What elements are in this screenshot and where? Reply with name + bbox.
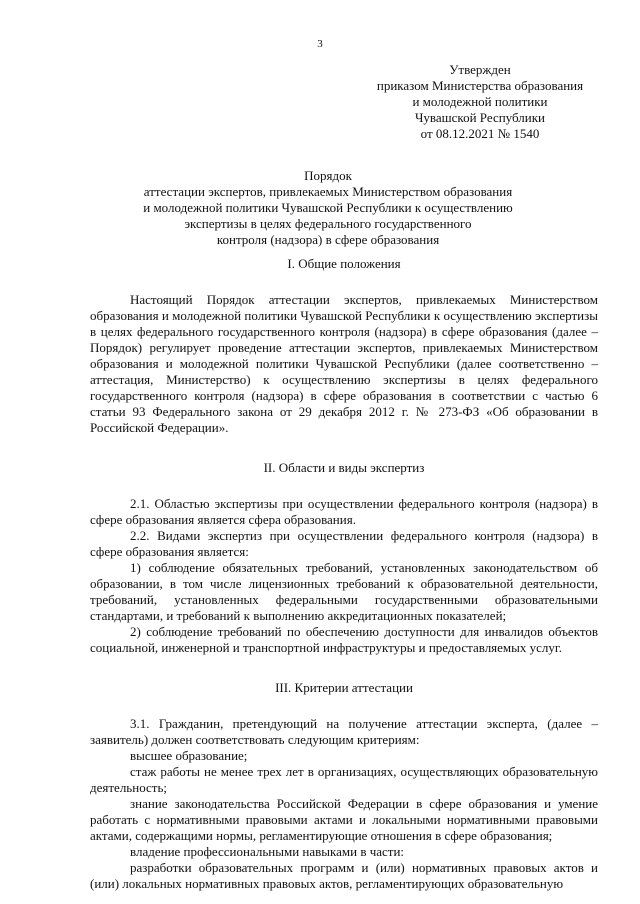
approval-line: от 08.12.2021 № 1540 <box>420 126 540 141</box>
paragraph: 1) соблюдение обязательных требований, установленных законодательством об образовании, в том числе лицензионных требований к образовательной деятельности, требований, установленных федеральными государственными образовательными стандартами, и требований к выполнению аккредитационных показателей; <box>90 560 598 623</box>
paragraph: 2) соблюдение требований по обеспечению доступности для инвалидов объектов социальной, инженерной и транспортной инфраструктуры и предоставляемых услуг. <box>90 624 598 655</box>
paragraph: 2.1. Областью экспертизы при осуществлении федерального контроля (надзора) в сфере образования является сфера образования. <box>90 496 598 527</box>
title-line: Порядок <box>304 168 352 183</box>
section-heading: III. Критерии аттестации <box>275 680 413 695</box>
paragraph: разработки образовательных программ и (или) нормативных правовых актов и (или) локальных нормативных правовых актов, регламентирующих образовательную <box>90 860 598 891</box>
paragraph: владение профессиональными навыками в части: <box>130 844 405 859</box>
approval-line: приказом Министерства образования <box>376 78 584 93</box>
title-line: контроля (надзора) в сфере образования <box>216 232 440 247</box>
document-body <box>90 256 598 892</box>
approval-line: и молодежной политики <box>412 94 548 109</box>
document-title <box>90 168 566 248</box>
paragraph: знание законодательства Российской Федерации в сфере образования и умение работать с нормативными правовыми актами и локальными нормативными правовыми актами, содержащими нормы, регламентирующие отношения в сфере образования; <box>90 796 598 843</box>
section-heading: I. Общие положения <box>287 256 401 271</box>
section-heading: II. Области и виды экспертиз <box>263 460 425 475</box>
title-line: и молодежной политики Чувашской Республики к осуществлению <box>143 200 513 215</box>
page-number: 3 <box>317 38 323 50</box>
paragraph: 2.2. Видами экспертиз при осуществлении федерального контроля (надзора) в сфере образования является: <box>90 528 598 559</box>
title-line: экспертизы в целях федерального государственного <box>184 216 472 231</box>
approval-line: Утвержден <box>449 62 511 77</box>
paragraph: высшее образование; <box>130 748 248 763</box>
approval-block <box>345 62 615 142</box>
paragraph: стаж работы не менее трех лет в организациях, осуществляющих образовательную деятельность; <box>90 764 598 795</box>
title-line: аттестации экспертов, привлекаемых Министерством образования <box>143 184 513 199</box>
paragraph: 3.1. Гражданин, претендующий на получение аттестации эксперта, (далее – заявитель) должен соответствовать следующим критериям: <box>90 716 598 747</box>
paragraph: Настоящий Порядок аттестации экспертов, привлекаемых Министерством образования и молодежной политики Чувашской Республики к осуществлению экспертизы в целях федерального государственного контроля (надзора) в сфере образования (далее – Порядок) регулирует проведение аттестации экспертов, привлекаемых Министерством образования и молодежной политики Чувашской Республики (далее соответственно – аттестация, Министерство) к осуществлению экспертизы в целях федерального государственного контроля (надзора) в сфере образования в соответствии с частью 6 статьи 93 Федерального закона от 29 декабря 2012 г. № 273-ФЗ «Об образовании в Российской Федерации». <box>90 292 598 435</box>
approval-line: Чувашской Республики <box>414 110 546 125</box>
